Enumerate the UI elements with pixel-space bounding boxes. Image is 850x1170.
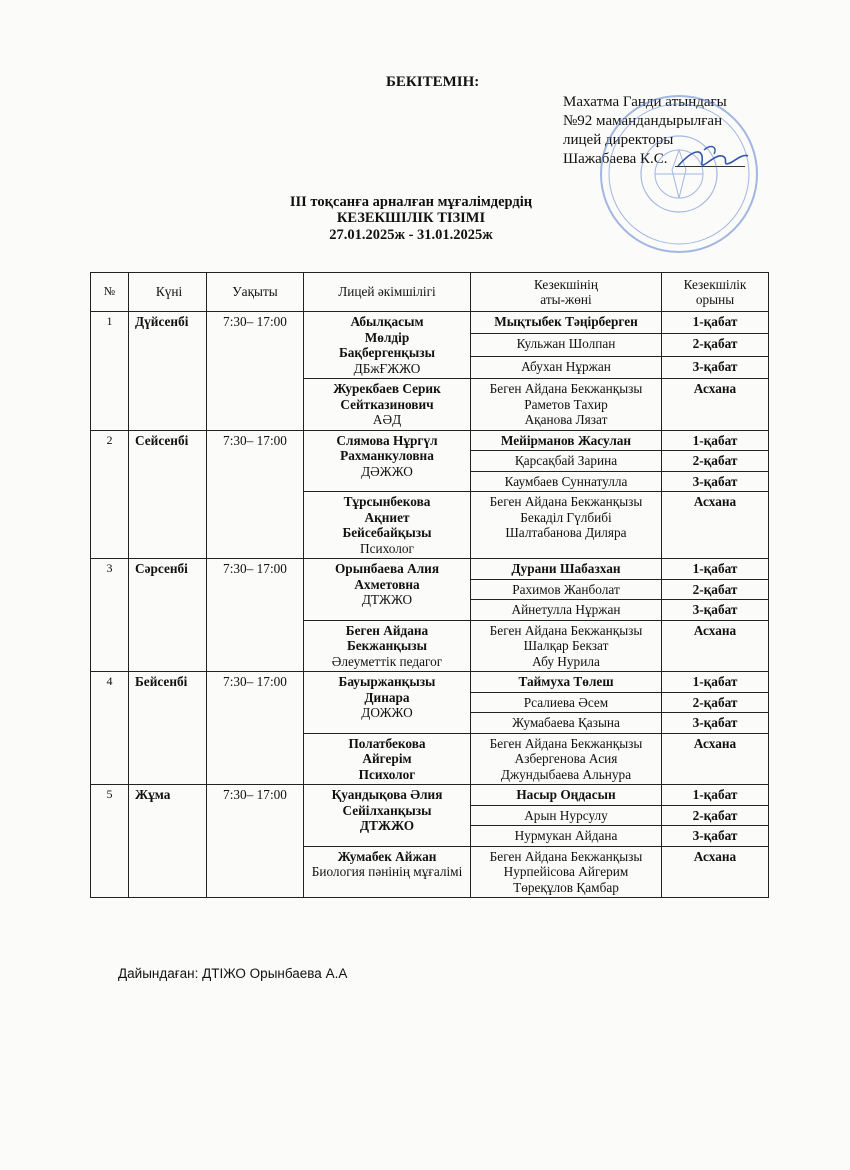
admin-cell bbox=[304, 379, 471, 431]
admin-name-line: Ақниет bbox=[364, 509, 410, 525]
admin-role: Биология пәнінің мұғалімі bbox=[311, 864, 463, 879]
duty-place: 1-қабат bbox=[662, 559, 769, 580]
header-time: Уақыты bbox=[207, 273, 304, 312]
duty-place: 2-қабат bbox=[662, 805, 769, 826]
canteen-names bbox=[471, 379, 662, 431]
admin-role: ДБжҒЖЖО bbox=[353, 360, 421, 376]
admin-name-line: ДТЖЖО bbox=[359, 818, 415, 833]
day-number: 3 bbox=[91, 559, 129, 672]
admin-cell bbox=[304, 846, 471, 898]
admin-cell bbox=[304, 430, 471, 492]
header-name-1: Кезекшінің bbox=[534, 276, 598, 292]
admin-name-line: Ахметовна bbox=[354, 576, 420, 592]
table-row bbox=[91, 430, 769, 451]
table-row bbox=[91, 312, 769, 334]
admin-name-line: Рахманкуловна bbox=[340, 448, 434, 463]
duty-place: 1-қабат bbox=[662, 312, 769, 334]
canteen-name: Беген Айдана Бекжанқызы bbox=[489, 494, 643, 509]
admin-name-line: Мөлдір bbox=[364, 329, 410, 345]
day-name: Сәрсенбі bbox=[129, 559, 207, 672]
canteen-name: Ақанова Лязат bbox=[524, 412, 608, 427]
duty-name: Рахимов Жанболат bbox=[471, 579, 662, 600]
duty-name: Таймуха Төлеш bbox=[471, 672, 662, 693]
admin-role: Әлеуметтік педагог bbox=[331, 653, 443, 669]
admin-name-line: Журекбаев Серик bbox=[333, 381, 441, 396]
duty-name: Каумбаев Суннатулла bbox=[471, 471, 662, 492]
duty-table bbox=[90, 272, 769, 898]
duty-name: Нурмукан Айдана bbox=[471, 826, 662, 847]
approval-title: БЕКІТЕМІН: bbox=[386, 74, 480, 90]
signature-icon bbox=[674, 144, 750, 174]
day-name: Бейсенбі bbox=[129, 672, 207, 785]
approval-line: лицей директоры bbox=[563, 132, 674, 148]
duty-place: 2-қабат bbox=[662, 692, 769, 713]
admin-cell bbox=[304, 620, 471, 672]
admin-role: Психолог bbox=[360, 540, 414, 556]
admin-name-line: Бейсебайқызы bbox=[342, 525, 432, 540]
admin-name-line: Жумабек Айжан bbox=[337, 848, 437, 864]
admin-name-line: Орынбаева Алия bbox=[334, 561, 440, 576]
duty-name: Абухан Нұржан bbox=[471, 356, 662, 378]
canteen-name: Беген Айдана Бекжанқызы bbox=[489, 735, 643, 751]
canteen-names bbox=[471, 846, 662, 898]
admin-name-line: Тұрсынбекова bbox=[343, 494, 431, 509]
header-day: Күні bbox=[129, 273, 207, 312]
canteen-name: Бекаділ Гүлбибі bbox=[520, 509, 612, 525]
admin-cell bbox=[304, 312, 471, 379]
duty-name: Рсалиева Әсем bbox=[471, 692, 662, 713]
duty-place: 3-қабат bbox=[662, 471, 769, 492]
canteen-name: Беген Айдана Бекжанқызы bbox=[489, 622, 643, 638]
duty-place: 1-қабат bbox=[662, 430, 769, 451]
admin-name-line: Қуандықова Әлия bbox=[331, 787, 443, 802]
day-number: 2 bbox=[91, 430, 129, 559]
header-place-2: орыны bbox=[695, 292, 735, 307]
canteen-name: Джундыбаева Альнура bbox=[500, 766, 632, 782]
admin-name-line: Психолог bbox=[358, 766, 416, 782]
admin-cell bbox=[304, 559, 471, 621]
day-name: Жұма bbox=[129, 785, 207, 898]
canteen-name: Раметов Тахир bbox=[524, 396, 608, 412]
admin-name-line: Сейтказинович bbox=[340, 396, 434, 412]
canteen-name: Азбергенова Асия bbox=[514, 751, 618, 766]
day-name: Дүйсенбі bbox=[129, 312, 207, 431]
header-name-2: аты-жөні bbox=[540, 292, 592, 307]
approval-line: №92 мамандандырылған bbox=[563, 113, 723, 129]
canteen-name: Шалтабанова Диляра bbox=[505, 525, 627, 540]
admin-cell bbox=[304, 492, 471, 559]
duty-time: 7:30– 17:00 bbox=[207, 312, 304, 431]
admin-role: ДӘЖЖО bbox=[361, 463, 413, 479]
duty-time: 7:30– 17:00 bbox=[207, 430, 304, 559]
table-header-row bbox=[91, 273, 769, 312]
canteen-names bbox=[471, 492, 662, 559]
canteen-place: Асхана bbox=[662, 620, 769, 672]
admin-name-line: Бауыржанқызы bbox=[338, 674, 436, 689]
duty-name: Арын Нурсулу bbox=[471, 805, 662, 826]
table-row bbox=[91, 559, 769, 580]
admin-name-line: Бекжанқызы bbox=[346, 638, 428, 653]
duty-place: 2-қабат bbox=[662, 334, 769, 356]
duty-time: 7:30– 17:00 bbox=[207, 559, 304, 672]
prepared-by: Дайындаған: ДТІЖО Орынбаева А.А bbox=[118, 966, 348, 981]
admin-name-line: Полатбекова bbox=[348, 735, 426, 751]
approval-line: Махатма Ганди атындағы bbox=[563, 94, 727, 110]
admin-name-line: Айгерім bbox=[362, 751, 412, 766]
duty-name: Насыр Оңдасын bbox=[471, 785, 662, 806]
admin-name-line: Беген Айдана bbox=[345, 622, 429, 638]
header-place bbox=[662, 273, 769, 312]
admin-role: ДОЖЖО bbox=[361, 705, 413, 720]
header-name bbox=[471, 273, 662, 312]
admin-name-line: Сейілханқызы bbox=[342, 802, 432, 818]
admin-cell bbox=[304, 672, 471, 734]
admin-cell bbox=[304, 733, 471, 785]
duty-name: Жумабаева Қазына bbox=[471, 713, 662, 734]
day-name: Сейсенбі bbox=[129, 430, 207, 559]
duty-place: 1-қабат bbox=[662, 785, 769, 806]
day-number: 1 bbox=[91, 312, 129, 431]
duty-time: 7:30– 17:00 bbox=[207, 672, 304, 785]
heading-dates: 27.01.2025ж - 31.01.2025ж bbox=[329, 227, 493, 243]
canteen-name: Төреқұлов Қамбар bbox=[513, 879, 619, 895]
day-number: 4 bbox=[91, 672, 129, 785]
duty-name: Қарсақбай Зарина bbox=[471, 451, 662, 472]
admin-name-line: Бақбергенқызы bbox=[338, 345, 436, 360]
heading-line-1: ІІІ тоқсанға арналған мұғалімдердің bbox=[289, 194, 533, 210]
admin-name-line: Слямова Нұргүл bbox=[336, 432, 438, 448]
canteen-name: Беген Айдана Бекжанқызы bbox=[489, 381, 643, 396]
header-num: № bbox=[91, 273, 129, 312]
heading-line-2: КЕЗЕКШІЛІК ТІЗІМІ bbox=[336, 210, 486, 226]
duty-name: Дурани Шабазхан bbox=[471, 559, 662, 580]
day-number: 5 bbox=[91, 785, 129, 898]
duty-place: 3-қабат bbox=[662, 826, 769, 847]
duty-place: 3-қабат bbox=[662, 600, 769, 621]
duty-place: 3-қабат bbox=[662, 713, 769, 734]
canteen-names bbox=[471, 733, 662, 785]
duty-place: 3-қабат bbox=[662, 356, 769, 378]
duty-name: Мейірманов Жасулан bbox=[471, 430, 662, 451]
duty-name: Кульжан Шолпан bbox=[471, 334, 662, 356]
canteen-name: Нурпейісова Айгерим bbox=[503, 864, 629, 879]
canteen-names bbox=[471, 620, 662, 672]
header-admin: Лицей әкімшілігі bbox=[304, 273, 471, 312]
canteen-name: Шалқар Бекзат bbox=[523, 638, 609, 653]
table-row bbox=[91, 672, 769, 693]
canteen-name: Беген Айдана Бекжанқызы bbox=[489, 848, 643, 864]
admin-role: АӘД bbox=[372, 412, 402, 427]
admin-name-line: Динара bbox=[364, 689, 410, 705]
admin-name-line: Абылқасым bbox=[350, 314, 424, 329]
duty-place: 1-қабат bbox=[662, 672, 769, 693]
canteen-place: Асхана bbox=[662, 846, 769, 898]
table-row bbox=[91, 785, 769, 806]
canteen-place: Асхана bbox=[662, 379, 769, 431]
duty-time: 7:30– 17:00 bbox=[207, 785, 304, 898]
canteen-place: Асхана bbox=[662, 492, 769, 559]
admin-role: ДТЖЖО bbox=[361, 592, 413, 607]
duty-name: Айнетулла Нұржан bbox=[471, 600, 662, 621]
approval-line: Шажабаева К.С. bbox=[563, 151, 668, 167]
duty-name: Мықтыбек Тәңірберген bbox=[471, 312, 662, 334]
admin-cell bbox=[304, 785, 471, 847]
canteen-name: Абу Нурила bbox=[532, 653, 600, 669]
duty-place: 2-қабат bbox=[662, 451, 769, 472]
header-place-1: Кезекшілік bbox=[683, 276, 747, 292]
canteen-place: Асхана bbox=[662, 733, 769, 785]
duty-place: 2-қабат bbox=[662, 579, 769, 600]
